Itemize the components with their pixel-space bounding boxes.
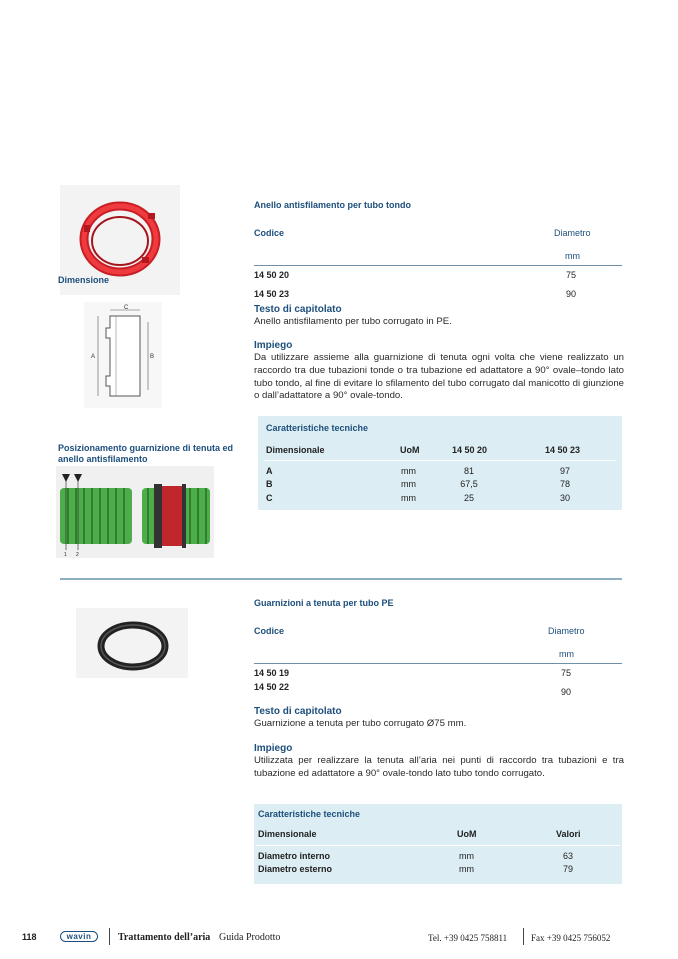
product2-tech-heading: Caratteristiche tecniche bbox=[258, 809, 361, 819]
dim-a-label: A bbox=[91, 354, 96, 360]
product2-tech-row-1-label: Diametro interno bbox=[258, 851, 331, 861]
dimension-label: Dimensione bbox=[58, 275, 110, 285]
product1-tech-heading: Caratteristiche tecniche bbox=[266, 423, 369, 433]
product2-diametro-header: Diametro bbox=[548, 626, 585, 636]
product1-tech-row-c-v2: 30 bbox=[559, 493, 570, 503]
footer-fax: Fax +39 0425 756052 bbox=[531, 933, 611, 943]
positioning-label: Posizionamento guarnizione di tenuta ed anello antisfilamento bbox=[58, 443, 234, 464]
product1-col-code-b: 14 50 23 bbox=[545, 445, 581, 455]
product1-col-uom: UoM bbox=[400, 445, 420, 455]
dim-c-label: C bbox=[124, 305, 129, 311]
product2-col-dimensional: Dimensionale bbox=[258, 829, 317, 839]
product2-tech-row-2-value: 79 bbox=[562, 864, 573, 874]
product1-diameter-row-1: 75 bbox=[566, 270, 577, 280]
footer-guide: Guida Prodotto bbox=[219, 932, 281, 943]
product1-tech-row-a-v1: 81 bbox=[463, 466, 474, 476]
page-number: 118 bbox=[22, 932, 37, 942]
product2-col-uom: UoM bbox=[457, 829, 477, 839]
product1-codice-header: Codice bbox=[254, 228, 285, 238]
product2-diameter-row-1: 75 bbox=[561, 668, 572, 678]
product2-usage-heading: Impiego bbox=[254, 743, 293, 754]
product2-title: Guarnizioni a tenuta per tubo PE bbox=[254, 598, 394, 608]
product1-tech-row-c-uom: mm bbox=[401, 493, 416, 503]
pipe-assembly-image bbox=[56, 466, 214, 558]
wavin-logo-text: wavin bbox=[66, 931, 92, 941]
product2-tech-row-1-uom: mm bbox=[459, 851, 474, 861]
product1-spec-text: Anello antisfilamento per tubo corrugato in PE. bbox=[254, 316, 452, 327]
product1-code-row-2: 14 50 23 bbox=[254, 289, 290, 299]
product2-diameter-row-2: 90 bbox=[561, 687, 572, 697]
product1-usage-heading: Impiego bbox=[254, 340, 293, 351]
product1-tech-row-b-v1: 67,5 bbox=[460, 479, 478, 489]
product1-tech-row-a-uom: mm bbox=[401, 466, 416, 476]
product2-spec-heading: Testo di capitolato bbox=[254, 706, 342, 717]
product1-table-rule bbox=[254, 265, 622, 266]
footer-tel: Tel. +39 0425 758811 bbox=[428, 933, 508, 943]
product1-usage-text: Da utilizzare assieme alla guarnizione di tenuta ogni volta che viene realizzato un raccordo tra due tubazioni tonde o tra tubazione ed adattatore a 90° ovale–tondo lato tubo tondo, al fine di evitare lo sfilamento del tubo corrugato dal manicotto di giunzione o dall’adattatore a 90° ovale-tondo. bbox=[254, 352, 624, 402]
product1-title: Anello antisfilamento per tubo tondo bbox=[254, 200, 411, 210]
footer-divider-right bbox=[523, 928, 524, 945]
product1-tech-rule bbox=[264, 460, 616, 461]
product1-col-dimensional: Dimensionale bbox=[266, 445, 325, 455]
product2-usage-text: Utilizzata per realizzare la tenuta all’aria nei punti di raccordo tra tubazioni e tra tubazione ed adattatore a 90° ovale-tondo lato tubo tondo corrugato. bbox=[254, 755, 624, 779]
product1-code-row-1: 14 50 20 bbox=[254, 270, 290, 280]
product1-tech-row-b-v2: 78 bbox=[559, 479, 570, 489]
product1-tech-row-c-label: C bbox=[266, 493, 273, 503]
product1-tech-panel bbox=[258, 416, 622, 510]
product2-col-values: Valori bbox=[556, 829, 581, 839]
product2-code-row-1: 14 50 19 bbox=[254, 668, 290, 678]
footer-divider-left bbox=[109, 928, 110, 945]
product2-codice-header: Codice bbox=[254, 626, 285, 636]
black-gasket-image bbox=[76, 608, 188, 678]
wavin-logo bbox=[60, 931, 98, 942]
product1-col-code-a: 14 50 20 bbox=[452, 445, 488, 455]
pipe-label-2: 2 bbox=[76, 552, 79, 558]
product2-tech-row-2-label: Diametro esterno bbox=[258, 864, 333, 874]
product1-tech-row-a-v2: 97 bbox=[559, 466, 570, 476]
footer-section: Trattamento dell’aria bbox=[118, 932, 211, 943]
product2-tech-rule bbox=[256, 845, 620, 846]
product1-diameter-row-2: 90 bbox=[566, 289, 577, 299]
product1-spec-heading: Testo di capitolato bbox=[254, 304, 342, 315]
ring-technical-drawing bbox=[84, 302, 162, 408]
product2-tech-panel bbox=[254, 804, 622, 884]
product1-tech-row-a-label: A bbox=[266, 466, 273, 476]
product2-spec-text: Guarnizione a tenuta per tubo corrugato Ø75 mm. bbox=[254, 718, 467, 729]
dim-b-label: B bbox=[150, 354, 155, 360]
product1-diametro-header: Diametro bbox=[554, 228, 591, 238]
product1-tech-row-c-v1: 25 bbox=[463, 493, 474, 503]
section-divider bbox=[60, 578, 622, 580]
product2-tech-row-2-uom: mm bbox=[459, 864, 474, 874]
product1-unit: mm bbox=[565, 251, 580, 261]
pipe-label-1: 1 bbox=[64, 552, 67, 558]
product2-tech-row-1-value: 63 bbox=[562, 851, 573, 861]
product2-table-rule bbox=[254, 663, 622, 664]
product1-tech-row-b-uom: mm bbox=[401, 479, 416, 489]
product2-code-row-2: 14 50 22 bbox=[254, 682, 290, 692]
product1-tech-row-b-label: B bbox=[266, 479, 273, 489]
product2-unit: mm bbox=[559, 649, 574, 659]
